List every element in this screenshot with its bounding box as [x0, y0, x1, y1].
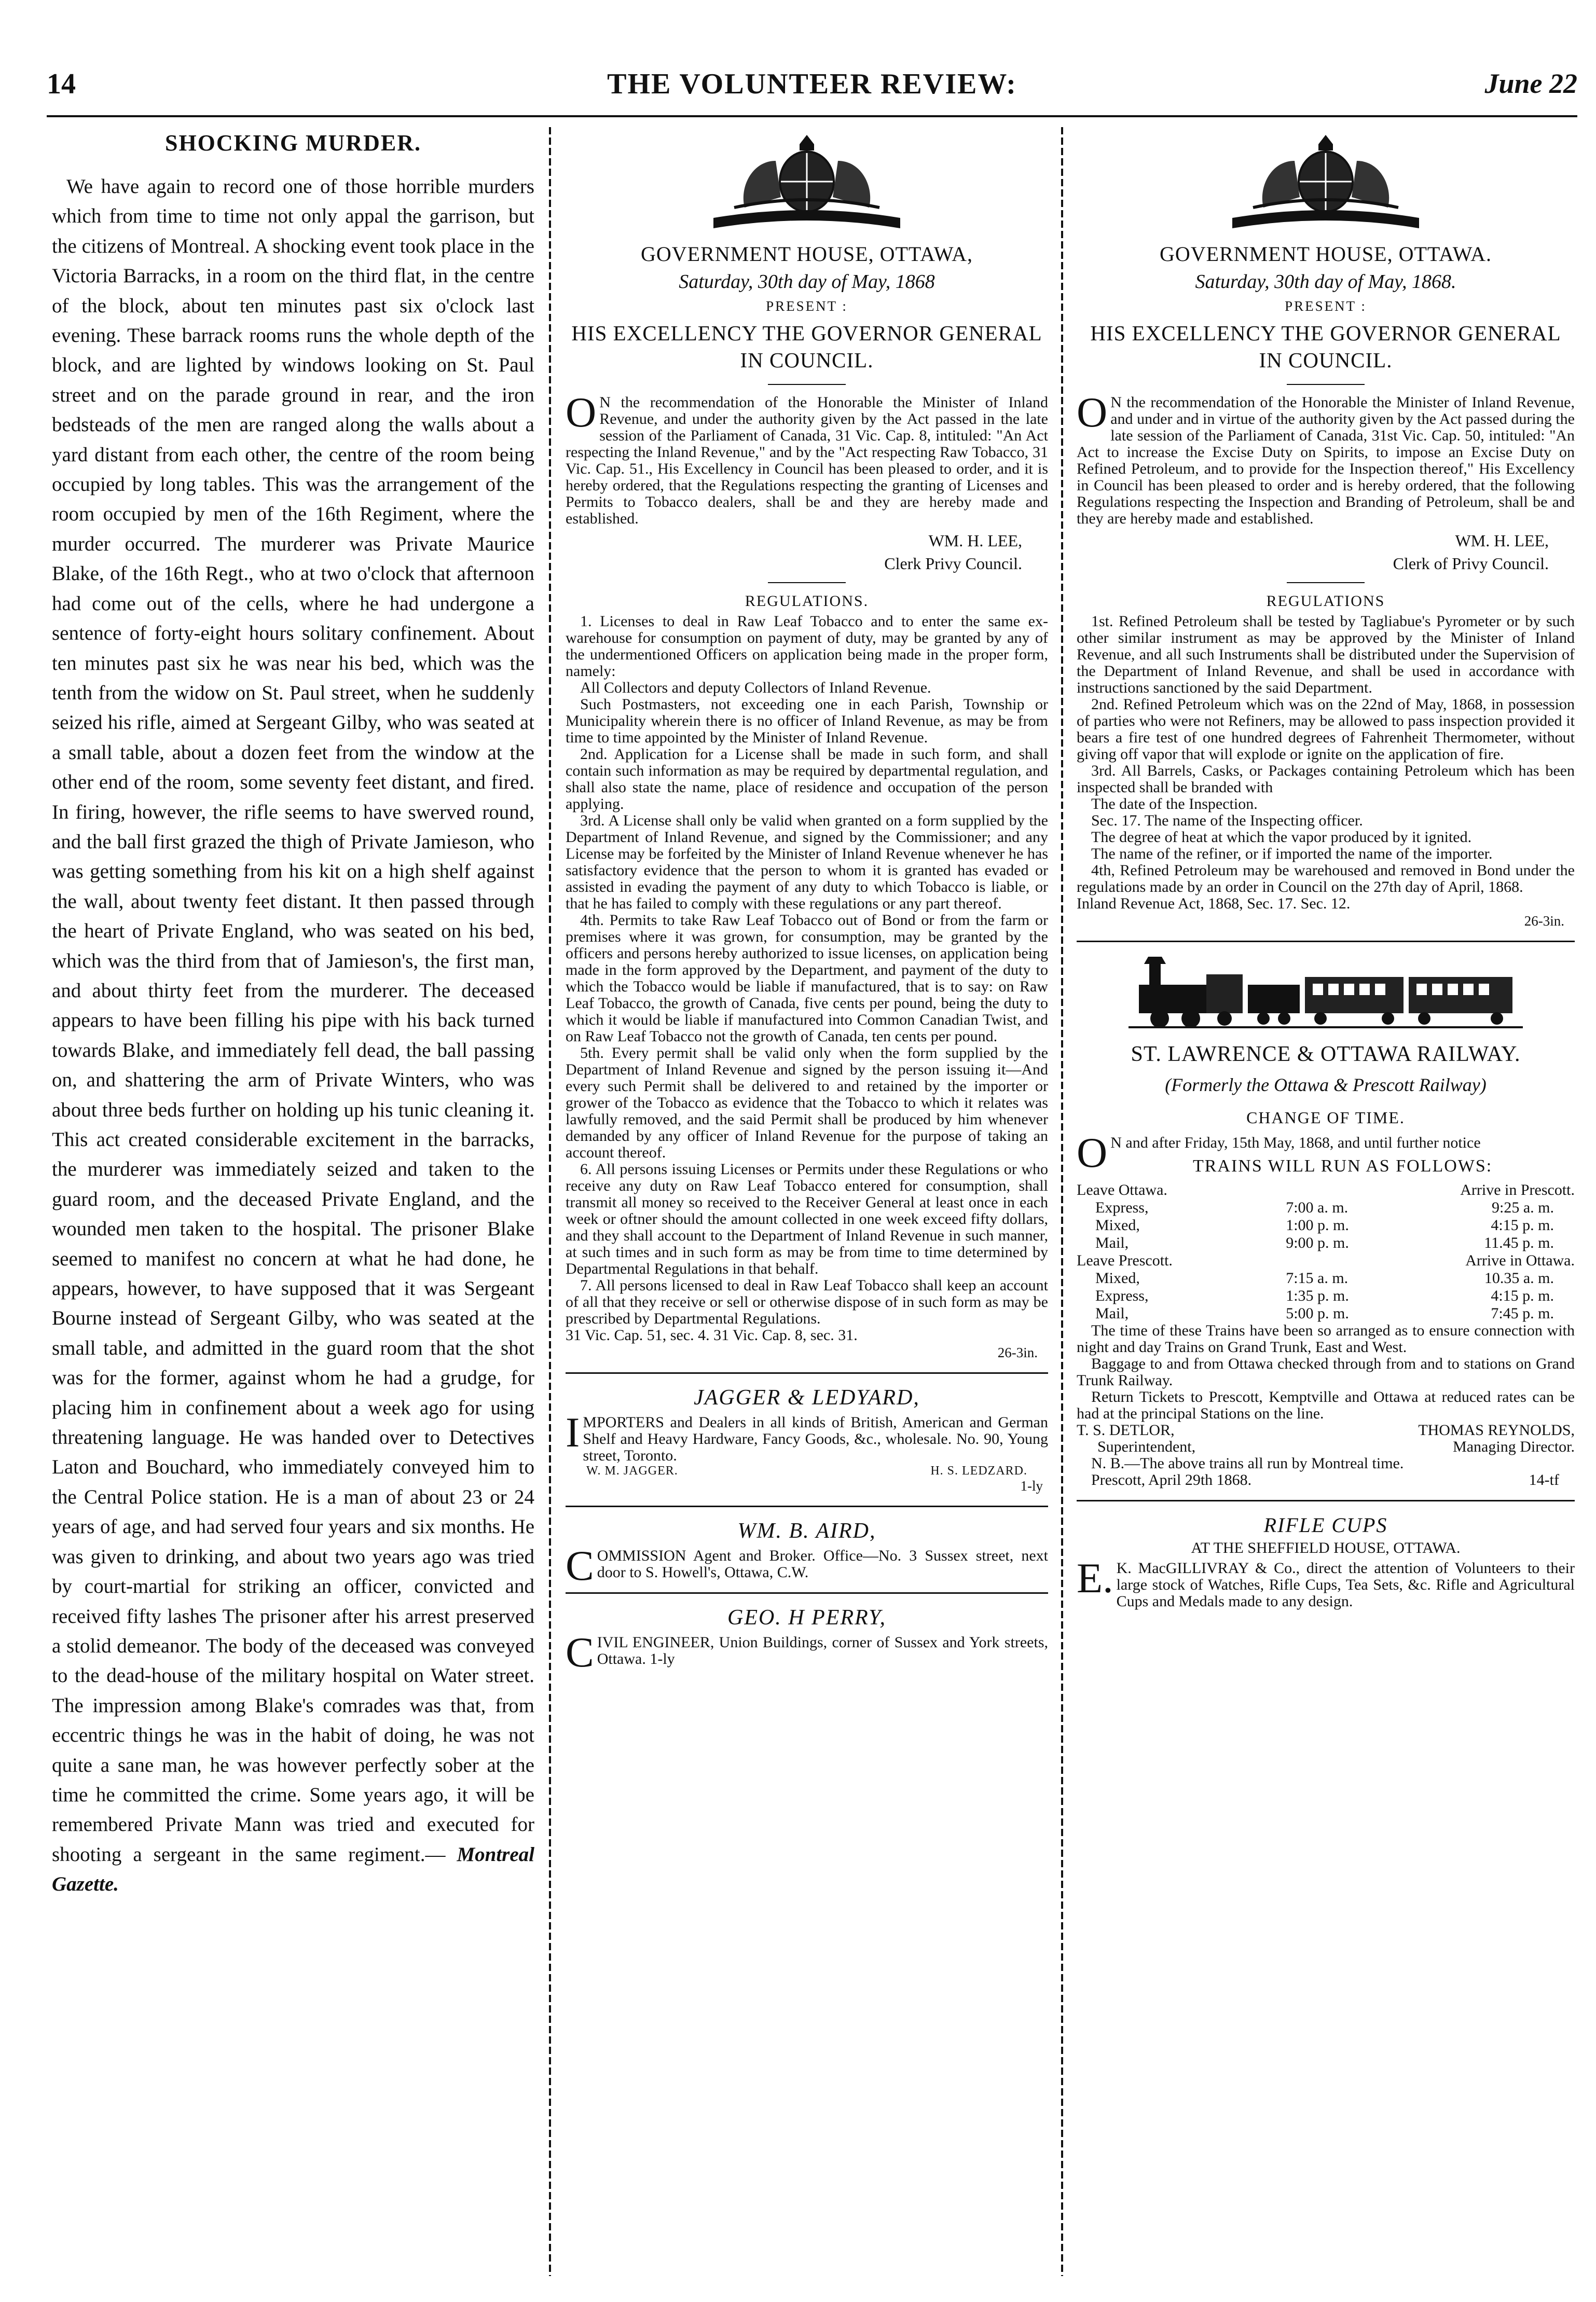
aird-ad-text: OMMISSION Agent and Broker. Office—No. 3 Sussex street, next door to S. Howell's, Ottawa, C.W. — [597, 1547, 1048, 1581]
regulation-item: Sec. 17. The name of the Inspecting officer. — [1091, 812, 1363, 829]
regulation-item: The date of the Inspection. — [1091, 795, 1258, 812]
jagger-name-1: W. M. JAGGER. — [586, 1464, 678, 1478]
signature-name: WM. H. LEE, — [1455, 531, 1549, 550]
order-text: N the recommendation of the Honorable the Minister of Inland Revenue, and under and in virtue of the authority given by the Act passed during the late session of the Parliament of Canada, 31st Vic. Cap. 50, intituled: "An Act to increase the Excise Duty on Spirits, to impose an Excise Duty on Refined Petroleum, and to provide for the Inspection thereof," His Excellency in Council has been pleased to order and is hereby ordered, that the following Regulations respecting the Inspection and Branding of Petroleum, shall be and they are hereby made and established. — [1077, 394, 1575, 527]
divider — [566, 1506, 1048, 1507]
official-2-title: Managing Director. — [1453, 1438, 1575, 1455]
timetable-cell-train: Express, — [1095, 1287, 1149, 1304]
regulations-reference: 26-3in. — [1524, 913, 1564, 929]
timetable-cell-train: Mail, — [1095, 1234, 1129, 1251]
timetable-row — [1077, 1287, 1575, 1305]
regulation-item: 3rd. All Barrels, Casks, or Packages containing Petroleum which has been inspected shall be branded with — [1077, 762, 1575, 796]
railway-note: Baggage to and from Ottawa checked through from and to stations on Grand Trunk Railway. — [1077, 1355, 1575, 1389]
timetable-cell-arr: 7:45 p. m. — [1491, 1305, 1554, 1322]
signature-title: Clerk Privy Council. — [884, 554, 1022, 573]
timetable-cell-train: Mixed, — [1095, 1270, 1140, 1287]
timetable-cell-dep: 7:15 a. m. — [1286, 1270, 1349, 1287]
jagger-ad-ref: 1-ly — [1020, 1478, 1043, 1494]
dropcap: E. — [1077, 1554, 1113, 1602]
rifle-cups-address: AT THE SHEFFIELD HOUSE, OTTAWA. — [1191, 1539, 1461, 1556]
leave-station: Leave Prescott. — [1077, 1252, 1173, 1269]
timetable-cell-arr: 10.35 a. m. — [1484, 1270, 1554, 1287]
timetable-cell-train: Mail, — [1095, 1305, 1129, 1322]
railway-officials — [1077, 1422, 1575, 1455]
timetable-cell-dep: 1:35 p. m. — [1286, 1287, 1349, 1304]
regulation-item: 5th. Every permit shall be valid only when the form supplied by the Department of Inland Revenue and signed by the person issuing it—And every such Permit shall be delivered to and retained by the importer or grower of the Tobacco as evidence that the Tobacco to which it relates was lawfully removed, and the said Permit shall be produced by him whenever demanded by any officer of Inland Revenue for the purpose of taking an account thereof. — [566, 1044, 1048, 1161]
divider — [768, 384, 846, 385]
timetable-row — [1077, 1217, 1575, 1234]
official-1 — [1077, 1422, 1195, 1455]
jagger-ad-names — [566, 1464, 1048, 1478]
regulations-title: REGULATIONS — [1266, 592, 1385, 610]
page-number: 14 — [47, 68, 76, 100]
excellency-heading: HIS EXCELLENCY THE GOVERNOR GENERAL IN COUNCIL. — [1090, 321, 1561, 372]
railway-note: Return Tickets to Prescott, Kemptville and Ottawa at reduced rates can be had at the principal Stations on the line. — [1077, 1388, 1575, 1422]
railway-dateline: Prescott, April 29th 1868. — [1091, 1471, 1252, 1488]
regulation-item: All Collectors and deputy Collectors of Inland Revenue. — [580, 679, 931, 696]
aird-ad-body — [566, 1542, 1048, 1589]
timetable-header-row — [1077, 1181, 1575, 1199]
railway-note: The time of these Trains have been so arranged as to ensure connection with night and day Trains on Grand Trunk, East and West. — [1077, 1322, 1575, 1356]
government-house-title: GOVERNMENT HOUSE, OTTAWA. — [1159, 242, 1492, 266]
regulation-item: 4th, Refined Petroleum may be warehoused and removed in Bond under the regulations made by an order in Council on the 27th day of April, 1868. — [1077, 862, 1575, 895]
excellency-heading: HIS EXCELLENCY THE GOVERNOR GENERAL IN COUNCIL. — [571, 321, 1042, 372]
timetable-cell-arr: 9:25 a. m. — [1492, 1199, 1554, 1216]
arrive-station: Arrive in Prescott. — [1460, 1181, 1575, 1198]
railway-ref: 14-tf — [1529, 1471, 1559, 1488]
regulations-title: REGULATIONS. — [745, 592, 869, 610]
divider — [1077, 941, 1575, 942]
timetable-row — [1077, 1199, 1575, 1217]
regulation-item: The name of the refiner, or if imported the name of the importer. — [1091, 845, 1493, 862]
article-text: We have again to record one of those horrible murders which from time to time not only appal the garrison, but the citizens of Montreal. A shocking event took place in the Victoria Barracks, in a room on the third flat, in the centre of the block, about ten minutes past six o'clock last evening. These barrack rooms runs the whole depth of the block, and are lighted by windows looking on St. Paul street and on the parade ground in rear, and the iron bedsteads of the men are ranged along the walls about a yard distant from each other, the centre of the room being occupied by long tables. This was the arrangement of the room occupied by men of the 16th Regiment, where the murder occurred. The murderer was Private Maurice Blake, of the 16th Regt., who at two o'clock that afternoon had come out of the cells, where he had undergone a sentence of forty-eight hours solitary confinement. About ten minutes past six he was near his bed, which was the tenth from the widow on St. Paul street, when he suddenly seized his rifle, aimed at Sergeant Gilby, who was seated at a small table, about a dozen feet from the window at the other end of the room, some seventy feet distant, and fired. In firing, however, the rifle seems to have swerved round, and the ball first grazed the thigh of Private Jamieson, who was getting something from his kit on a high shelf against the wall, about twenty feet distant. It then passed through the heart of Private England, who was seated on his bed, which was the third from that of Jamieson's, the first man, and about thirty feet from the murderer. The deceased appears to have been filling his pipe with his back turned towards Blake, and immediately fell dead, the ball passing on, and shattering the arm of Private Winters, who was about three beds further on holding up his tunic cleaning it. This act created considerable excitement in the barracks, the murderer was immediately seized and taken to the guard room, and the deceased Private England, and the wounded men taken to the hospital. The prisoner Blake seemed to manifest no concern at what he had done, he appears, however, to have supposed that it was Sergeant Bourne instead of Sergeant Gilby, who was seated at the small table, and admitted in the guard room that the shot was for the former, against whom he had a grudge, for placing him in confinement about a week ago for using threatening language. He was handed over to Detectives Laton and Bouchard, who immediately conveyed him to the Central Police station. He is a man of about 23 or 24 years of age, and had served four years and six months. He was given to drinking, and about two years ago was tried by court-martial for striking an officer, convicted and received fifty lashes The prisoner after his arrest preserved a stolid demeanor. The body of the deceased was conveyed to the dead-house of the military hospital on Water street. The impression among Blake's comrades was that, from eccentric things he was in the habit of doing, he was not quite a sane man, he was however perfectly sober at the time he committed the crime. Some years ago, it will be remembered Private Mann was tried and executed for shooting a sergeant in the same regiment.— — [52, 175, 534, 1866]
regulation-item: 2nd. Application for a License shall be made in such form, and shall contain such information as may be required by departmental regulation, and shall also state the name, place of residence and occupation of the person applying. — [566, 746, 1048, 812]
official-2 — [1418, 1422, 1575, 1455]
perry-ad-body — [566, 1629, 1048, 1676]
railway-nb: N. B.—The above trains all run by Montreal time. — [1091, 1455, 1404, 1472]
page-header — [47, 67, 1577, 114]
jagger-ad-body — [566, 1409, 1048, 1464]
order-text: N the recommendation of the Honorable the Minister of Inland Revenue, and under the authority given by the Act passed in the late session of the Parliament of Canada, 31 Vic. Cap. 8, intituled: "An Act respecting the Inland Revenue," and by the "Act respecting Raw Tobacco, 31 Vic. Cap. 51., His Excellency in Council has been pleased to order, and it is hereby ordered, that the Regulations respecting the granting of Licenses and Permits to Tobacco dealers, shall be and they are hereby made and established. — [566, 394, 1048, 527]
article-body — [52, 172, 534, 1899]
timetable-cell-dep: 5:00 p. m. — [1286, 1305, 1349, 1322]
column-divider — [1061, 127, 1063, 2276]
railway-notes — [1077, 1322, 1575, 1422]
present-label: PRESENT : — [1285, 298, 1367, 314]
dropcap: O — [1077, 389, 1108, 436]
timetable — [1077, 1181, 1575, 1322]
railway-intro-text: N and after Friday, 15th May, 1868, and until further notice — [1110, 1134, 1481, 1151]
signature-title: Clerk of Privy Council. — [1393, 554, 1549, 573]
trains-heading: TRAINS WILL RUN AS FOLLOWS: — [1192, 1156, 1493, 1176]
government-house-date: Saturday, 30th day of May, 1868. — [1195, 271, 1456, 293]
locomotive-icon — [1129, 954, 1523, 1031]
margin-references: Inland Revenue Act, 1868, Sec. 17. Sec. 12. — [1077, 895, 1351, 912]
column-2 — [566, 130, 1048, 2276]
divider — [1077, 1500, 1575, 1501]
timetable-cell-train: Mixed, — [1095, 1217, 1140, 1234]
dropcap: I — [566, 1409, 580, 1456]
timetable-row — [1077, 1234, 1575, 1252]
official-1-name: T. S. DETLOR, — [1077, 1422, 1175, 1439]
regulation-item: 1st. Refined Petroleum shall be tested by Tagliabue's Pyrometer or by such other similar instrument as may be approved by the Minister of Inland Revenue, and all such Instruments shall be distributed under the Supervision of the Department of Inland Revenue, and shall be used in accordance with instructions sanctioned by the said Department. — [1077, 613, 1575, 696]
aird-ad-title: WM. B. AIRD, — [737, 1519, 876, 1543]
railway-title: ST. LAWRENCE & OTTAWA RAILWAY. — [1131, 1042, 1521, 1066]
timetable-cell-arr: 11.45 p. m. — [1484, 1234, 1554, 1251]
regulation-item: 7. All persons licensed to deal in Raw Leaf Tobacco shall keep an account of all that they receive or sell or otherwise dispose of in such form as may be prescribed by Departmental Regulations. — [566, 1277, 1048, 1327]
dropcap: C — [566, 1629, 594, 1676]
divider — [1287, 384, 1365, 385]
timetable-cell-arr: 4:15 p. m. — [1491, 1217, 1554, 1234]
leave-station: Leave Ottawa. — [1077, 1181, 1167, 1198]
dropcap: O — [566, 389, 597, 436]
column-1 — [52, 130, 534, 2276]
order-paragraph — [566, 389, 1048, 527]
dropcap: C — [566, 1542, 594, 1589]
official-1-title: Superintendent, — [1097, 1438, 1196, 1455]
arrive-station: Arrive in Ottawa. — [1465, 1252, 1575, 1269]
royal-crest-icon — [1222, 130, 1429, 233]
order-paragraph — [1077, 389, 1575, 527]
government-house-date: Saturday, 30th day of May, 1868 — [679, 271, 935, 293]
divider — [566, 1592, 1048, 1594]
column-3 — [1077, 130, 1575, 2276]
perry-ad-title: GEO. H PERRY, — [727, 1606, 886, 1630]
jagger-name-2: H. S. LEDZARD. — [930, 1464, 1027, 1478]
divider — [768, 582, 846, 583]
regulation-item: 2nd. Refined Petroleum which was on the 22nd of May, 1868, in possession of parties who were not Refiners, may be allowed to pass inspection provided it bears a fire test of one hundred degrees of Fahrenheit Thermometer, without giving off vapor that will explode or ignite on the application of fire. — [1077, 696, 1575, 763]
jagger-ad-title: JAGGER & LEDYARD, — [694, 1386, 920, 1410]
royal-crest-icon — [703, 130, 911, 233]
divider — [1287, 582, 1365, 583]
article-title: SHOCKING MURDER. — [164, 130, 422, 156]
jagger-ad-text: MPORTERS and Dealers in all kinds of British, American and German Shelf and Heavy Hardware, Fancy Goods, &c., wholesale. No. 90, Young street, Toronto. — [583, 1414, 1048, 1464]
article-source: Montreal Gazette. — [52, 1843, 534, 1896]
rifle-cups-text: K. MacGILLIVRAY & Co., direct the attention of Volunteers to their large stock of Watches, Rifle Cups, Tea Sets, &c. Rifle and Agricultural Cups and Medals made to any design. — [1116, 1560, 1575, 1610]
railway-subtitle: (Formerly the Ottawa & Prescott Railway) — [1165, 1074, 1487, 1095]
perry-ad-ref: 1-ly — [650, 1650, 675, 1667]
regulation-item: 1. Licenses to deal in Raw Leaf Tobacco and to enter the same ex-warehouse for consumption on payment of duty, may be granted by any of the undermentioned Officers on application being made in the proper form, namely: — [566, 613, 1048, 680]
timetable-cell-train: Express, — [1095, 1199, 1149, 1216]
regulation-item: 6. All persons issuing Licenses or Permits under these Regulations or who receive any duty on Raw Leaf Tobacco entered for consumption, shall transmit all money so received to the Receiver General at least once in each week or oftner should the amount collected in one week exceed fifty dollars, and they shall account to the Department of Inland Revenue in such manner, at such times and in such form as may be from time to time determined by Departmental Regulations in that behalf. — [566, 1161, 1048, 1277]
column-divider — [549, 127, 551, 2276]
perry-ad-text: IVIL ENGINEER, Union Buildings, corner of Sussex and York streets, Ottawa. — [597, 1634, 1048, 1667]
regulations-list — [1077, 613, 1575, 895]
divider — [566, 1372, 1048, 1374]
timetable-row — [1077, 1270, 1575, 1287]
official-2-name: THOMAS REYNOLDS, — [1418, 1422, 1575, 1439]
regulation-item: Such Postmasters, not exceeding one in each Parish, Township or Municipality wherein there is no officer of Inland Revenue, as may be from time to time appointed by the Minister of Inland Revenue. — [566, 696, 1048, 746]
government-house-title: GOVERNMENT HOUSE, OTTAWA, — [640, 242, 973, 266]
change-of-time: CHANGE OF TIME. — [1246, 1108, 1405, 1127]
regulation-item: 4th. Permits to take Raw Leaf Tobacco out of Bond or from the farm or premises where it was grown, for consumption, may be granted by the officers and persons hereby authorized to issue licenses, on application being made in the form approved by the Department, and payment of the duty to which the Tobacco would be liable if manufactured, that is to say: on Raw Leaf Tobacco, the growth of Canada, five cents per pound, being the duty to which it would be liable if manufactured into Common Canadian Twist, and on Raw Leaf Tobacco not the growth of Canada, ten cents per pound. — [566, 912, 1048, 1045]
regulations-reference: 26-3in. — [997, 1345, 1038, 1360]
regulations-list — [566, 613, 1048, 1327]
rifle-cups-body — [1077, 1554, 1575, 1610]
railway-dateline-row — [1077, 1472, 1575, 1488]
dropcap: O — [1077, 1129, 1108, 1176]
header-rule — [47, 115, 1577, 117]
margin-references: 31 Vic. Cap. 51, sec. 4. 31 Vic. Cap. 8, sec. 31. — [566, 1327, 858, 1344]
rifle-cups-title: RIFLE CUPS — [1263, 1513, 1388, 1537]
timetable-header-row — [1077, 1252, 1575, 1270]
present-label: PRESENT : — [766, 298, 848, 314]
regulation-item: 3rd. A License shall only be valid when granted on a form supplied by the Department of Inland Revenue, and signed by the Commissioner; and any License may be forfeited by the Minister of Inland Revenue whenever he has satisfactory evidence that the person to whom it is granted has evaded or assisted in evading the payment of any duty to which Tobacco is liable, or that he has failed to comply with these regulations or any part thereof. — [566, 812, 1048, 912]
signature-name: WM. H. LEE, — [928, 531, 1022, 550]
timetable-row — [1077, 1305, 1575, 1322]
timetable-cell-dep: 9:00 p. m. — [1286, 1234, 1349, 1251]
masthead: THE VOLUNTEER REVIEW: — [607, 68, 1017, 100]
regulation-item: The degree of heat at which the vapor produced by it ignited. — [1091, 829, 1472, 846]
timetable-cell-dep: 7:00 a. m. — [1286, 1199, 1349, 1216]
timetable-cell-dep: 1:00 p. m. — [1286, 1217, 1349, 1234]
timetable-cell-arr: 4:15 p. m. — [1491, 1287, 1554, 1304]
page-date: June 22 — [1484, 68, 1577, 99]
